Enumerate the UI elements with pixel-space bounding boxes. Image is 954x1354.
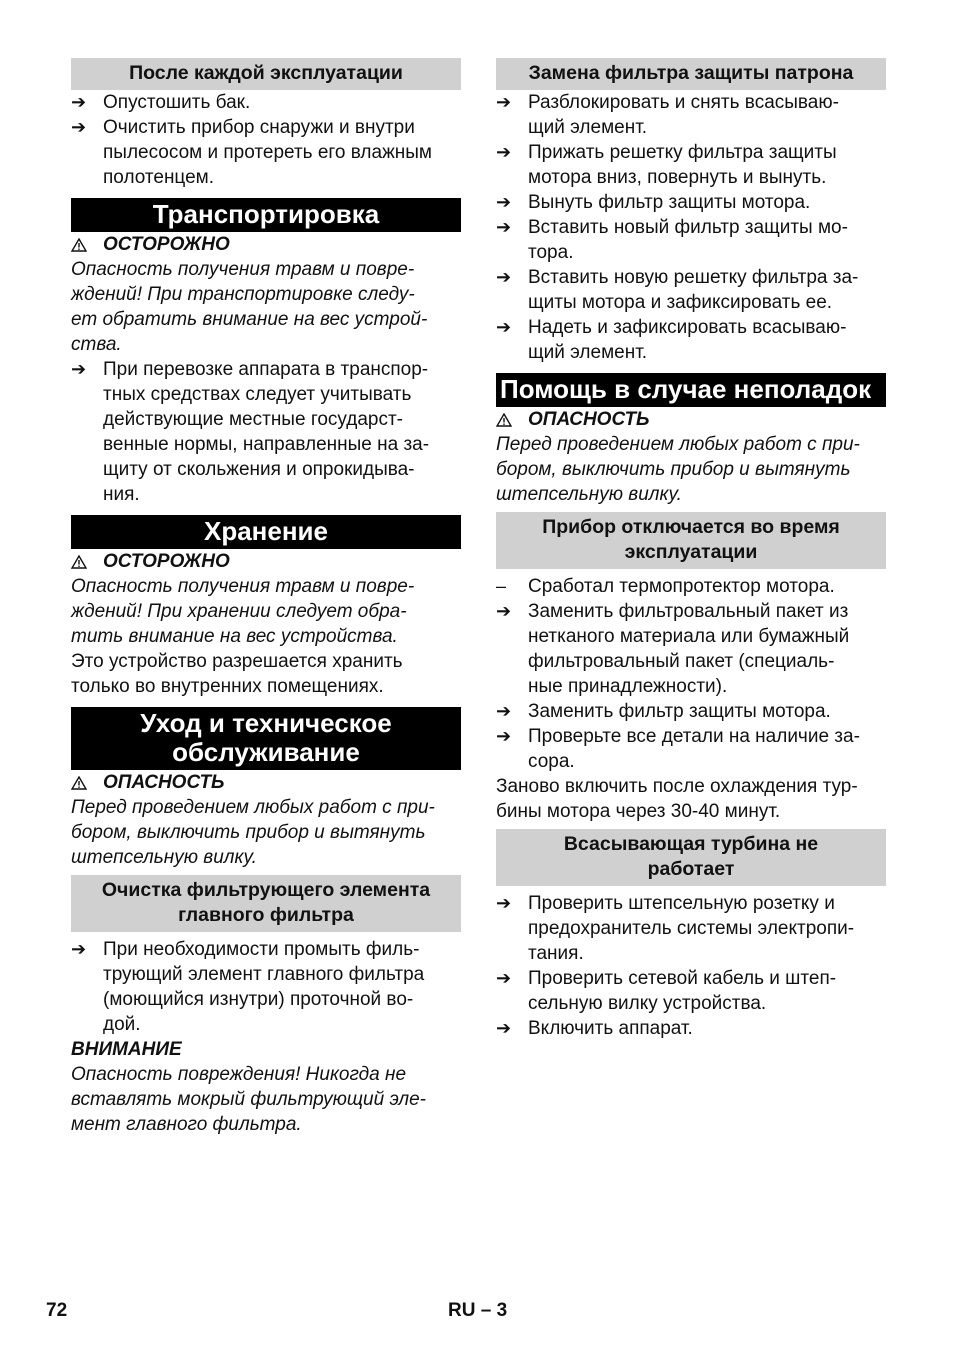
- item-line: щиты мотора и зафиксировать ее.: [528, 292, 833, 313]
- item-line: Разблокировать и снять всасываю-: [528, 92, 839, 113]
- heading-line: Прибор отключается во время: [542, 516, 840, 538]
- text-line: Заново включить после охлаждения тур-: [496, 776, 858, 797]
- section-label: RU – 3: [448, 1300, 508, 1321]
- item-line: действующие местные государст-: [103, 409, 404, 430]
- arrow-right-icon: ➔: [496, 142, 512, 162]
- arrow-right-icon: ➔: [496, 317, 512, 337]
- note-line: штепсельную вилку.: [71, 847, 257, 868]
- list-item: [496, 891, 886, 966]
- text-line: Это устройство разрешается хранить: [71, 651, 403, 672]
- cause-item: [496, 574, 886, 599]
- item-line: Вставить новую решетку фильтра за-: [528, 267, 859, 288]
- item-line: венные нормы, направленные на за-: [103, 434, 430, 455]
- item-line: Опустошить бак.: [103, 92, 251, 113]
- item-line: Очистить прибор снаружи и внутри: [103, 117, 415, 138]
- arrow-right-icon: ➔: [496, 893, 512, 913]
- arrow-right-icon: ➔: [496, 701, 512, 721]
- note-line: Опасность получения травм и повре-: [71, 576, 415, 597]
- text-line: только во внутренних помещениях.: [71, 676, 384, 697]
- heading-line: Уход и техническое: [140, 708, 392, 738]
- warning-triangle-icon: [71, 555, 103, 569]
- arrow-right-icon: ➔: [71, 939, 87, 959]
- list-item: [496, 90, 886, 140]
- item-line: Включить аппарат.: [528, 1018, 693, 1039]
- note-line: бором, выключить прибор и вытянуть: [71, 822, 426, 843]
- item-line: щий элемент.: [528, 117, 648, 138]
- heading-troubleshooting: Помощь в случае неполадок: [496, 373, 886, 407]
- note-line: вставлять мокрый фильтрующий эле-: [71, 1089, 426, 1110]
- heading-transport: Транспортировка: [71, 198, 461, 232]
- note-line: ждений! При транспортировке следу-: [71, 284, 415, 305]
- warning-triangle-icon: [496, 413, 528, 427]
- item-line: предохранитель системы электропи-: [528, 918, 855, 939]
- item-line: дой.: [103, 1014, 141, 1035]
- arrow-right-icon: ➔: [496, 1018, 512, 1038]
- list-item: [496, 140, 886, 190]
- note-line: ет обратить внимание на вес устрой-: [71, 309, 428, 330]
- danger-label: [71, 770, 461, 795]
- danger-text: ОПАСНОСТЬ: [528, 409, 650, 430]
- arrow-right-icon: ➔: [71, 117, 87, 137]
- arrow-right-icon: ➔: [496, 968, 512, 988]
- note-line: Опасность повреждения! Никогда не: [71, 1064, 407, 1085]
- dash-marker: –: [496, 576, 507, 596]
- arrow-right-icon: ➔: [496, 601, 512, 621]
- list-item: [496, 599, 886, 699]
- note-line: бором, выключить прибор и вытянуть: [496, 459, 851, 480]
- item-line: Проверьте все детали на наличие за-: [528, 726, 860, 747]
- item-line: Заменить фильтр защиты мотора.: [528, 701, 831, 722]
- list-item: [496, 265, 886, 315]
- list-item: [496, 215, 886, 265]
- item-line: Сработал термопротектор мотора.: [528, 576, 835, 597]
- arrow-right-icon: ➔: [71, 359, 87, 379]
- danger-label: [496, 407, 886, 432]
- arrow-right-icon: ➔: [496, 192, 512, 212]
- item-line: фильтровальный пакет (специаль-: [528, 651, 835, 672]
- item-line: Вынуть фильтр защиты мотора.: [528, 192, 811, 213]
- heading-maintenance: [71, 707, 461, 770]
- right-column: [496, 58, 886, 1041]
- heading-cartridge-filter: Замена фильтра защиты патрона: [496, 58, 886, 90]
- warning-triangle-icon: [71, 776, 103, 790]
- danger-text: ОПАСНОСТЬ: [103, 772, 225, 793]
- list-item: [71, 937, 461, 1037]
- note-line: Перед проведением любых работ с при-: [71, 797, 435, 818]
- item-line: Проверить штепсельную розетку и: [528, 893, 835, 914]
- text-line: бины мотора через 30-40 минут.: [496, 801, 781, 822]
- item-line: щиту от скольжения и опрокидыва-: [103, 459, 415, 480]
- item-line: Надеть и зафиксировать всасываю-: [528, 317, 847, 338]
- warning-text: ОСТОРОЖНО: [103, 551, 230, 572]
- item-line: ния.: [103, 484, 140, 505]
- item-line: щий элемент.: [528, 342, 648, 363]
- list-item: [496, 699, 886, 724]
- note-line: Опасность получения травм и повре-: [71, 259, 415, 280]
- attention-text: ВНИМАНИЕ: [71, 1039, 182, 1060]
- item-line: сора.: [528, 751, 575, 772]
- item-line: нетканого материала или бумажный: [528, 626, 850, 647]
- heading-line: Очистка фильтрующего элемента: [101, 879, 431, 901]
- item-line: тания.: [528, 943, 584, 964]
- warning-text: ОСТОРОЖНО: [103, 234, 230, 255]
- list-item: [496, 1016, 886, 1041]
- warning-label: [71, 232, 461, 257]
- item-line: Проверить сетевой кабель и штеп-: [528, 968, 837, 989]
- heading-line: эксплуатации: [624, 541, 758, 563]
- item-line: мотора вниз, повернуть и вынуть.: [528, 167, 827, 188]
- note-line: штепсельную вилку.: [496, 484, 682, 505]
- arrow-right-icon: ➔: [496, 726, 512, 746]
- note-line: тить внимание на вес устройства.: [71, 626, 398, 647]
- heading-line: обслуживание: [172, 737, 360, 767]
- arrow-right-icon: ➔: [496, 217, 512, 237]
- item-line: Прижать решетку фильтра защиты: [528, 142, 837, 163]
- item-line: тора.: [528, 242, 574, 263]
- heading-turbine-not-working: [496, 829, 886, 886]
- left-column: [71, 58, 461, 1137]
- note-line: Перед проведением любых работ с при-: [496, 434, 860, 455]
- item-line: полотенцем.: [103, 167, 215, 188]
- heading-line: главного фильтра: [178, 904, 354, 926]
- list-item: [71, 115, 461, 190]
- arrow-right-icon: ➔: [71, 92, 87, 112]
- arrow-right-icon: ➔: [496, 267, 512, 287]
- list-item: [496, 724, 886, 774]
- item-line: (моющийся изнутри) проточной во-: [103, 989, 414, 1010]
- item-line: Заменить фильтровальный пакет из: [528, 601, 849, 622]
- heading-line: Всасывающая турбина не: [563, 833, 819, 855]
- item-line: пылесосом и протереть его влажным: [103, 142, 432, 163]
- warning-triangle-icon: [71, 238, 103, 252]
- list-item: [496, 315, 886, 365]
- item-line: сельную вилку устройства.: [528, 993, 767, 1014]
- heading-line: работает: [647, 858, 735, 880]
- attention-label: [71, 1037, 461, 1062]
- note-line: мент главного фильтра.: [71, 1114, 302, 1135]
- arrow-right-icon: ➔: [496, 92, 512, 112]
- heading-after-use: После каждой эксплуатации: [71, 58, 461, 90]
- heading-storage: Хранение: [71, 515, 461, 549]
- list-item: [71, 357, 461, 507]
- item-line: ные принадлежности).: [528, 676, 728, 697]
- list-item: [71, 90, 461, 115]
- list-item: [496, 966, 886, 1016]
- warning-label: [71, 549, 461, 574]
- item-line: Вставить новый фильтр защиты мо-: [528, 217, 848, 238]
- item-line: При перевозке аппарата в транспор-: [103, 359, 429, 380]
- heading-main-filter-cleaning: [71, 875, 461, 932]
- item-line: трующий элемент главного фильтра: [103, 964, 425, 985]
- item-line: При необходимости промыть филь-: [103, 939, 420, 960]
- page-number: 72: [46, 1300, 68, 1321]
- list-item: [496, 190, 886, 215]
- item-line: тных средствах следует учитывать: [103, 384, 412, 405]
- note-line: ждений! При хранении следует обра-: [71, 601, 407, 622]
- heading-device-shuts-off: [496, 512, 886, 569]
- note-line: ства.: [71, 334, 122, 355]
